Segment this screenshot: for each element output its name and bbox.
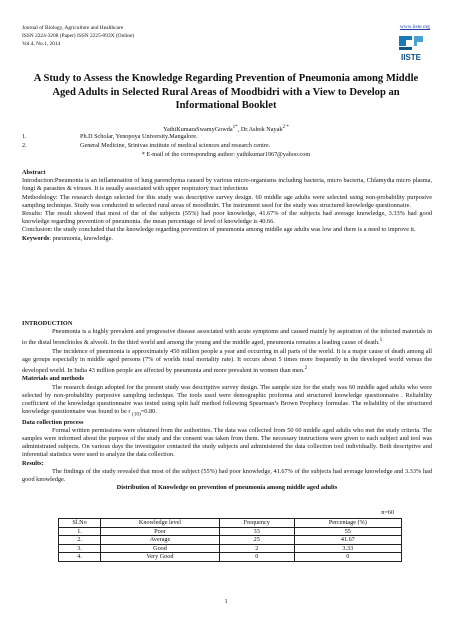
- intro-p2-ref: 2: [304, 365, 308, 372]
- body-section: [22, 320, 432, 493]
- table-cell: 0: [219, 553, 294, 562]
- corresponding-email: * E-mail of the corresponding author: yathikumar1967@yahoo.com: [141, 151, 311, 158]
- table-row: [59, 544, 402, 553]
- data-collection-heading: Data collection process: [22, 418, 84, 426]
- table-cell: 2.: [59, 536, 101, 545]
- abstract-introduction: Introduction:Pneumonia is an inflammation of lung parenchyma caused by various micro-organisms including bacteria, micro bacteria, Chlamydia micro plasma, fungi & parasites & viruses. It is usually associated with upper respiratory tract infections: [22, 177, 432, 193]
- introduction-paragraph-1: [22, 328, 432, 348]
- methods-text: The research design adopted for the present study was descriptive survey design. The sample size for the study was 60 middle aged adults who were selected by non-probability purposive sampling technique. The tools used were demographic proforma and structured knowledge questionnaire . Reliability coefficient of the knowledge questionnaire was tested using split half method following Spearman’s Brown Prophecy formulae. The reliability of the structured knowledge questionnaire was found to be r: [22, 383, 432, 416]
- author-1: YathiKumaraSwamyGowda: [163, 126, 233, 134]
- table-row: [59, 527, 402, 536]
- affiliation-2: [22, 142, 270, 149]
- journal-header: [22, 24, 134, 48]
- table-header-cell: Frequency: [219, 519, 294, 528]
- affiliation-number: 1.: [22, 133, 27, 140]
- intro-p2-text: The incidence of pneumonia is approximately 450 million people a year and occurring in all parts of the world. It is a major cause of death among all age groups especially in middle aged persons (7% of worlds total mortality rate). It occurs about 5 times more frequently in the developed world versus the developed world. In India 43 million people are affected by pneumonia and more prevalent in women than men.: [22, 347, 432, 375]
- keywords-label: Keywords: [22, 234, 50, 242]
- iiste-logo-graphic: [396, 34, 426, 62]
- affiliation-text: Ph.D Scholar, Yenopoya University.Mangalore.: [80, 133, 198, 140]
- sample-size-note: n=60: [381, 509, 394, 516]
- author-line: [0, 124, 452, 133]
- journal-url-link[interactable]: www.iiste.org: [399, 24, 430, 30]
- table-header-row: [59, 519, 402, 528]
- keywords-text: : pneumonia, knowledge.: [49, 234, 113, 242]
- intro-p1-ref: 1: [379, 337, 383, 344]
- methods-subscript: (10): [132, 411, 141, 418]
- table-cell: Poor: [101, 527, 220, 536]
- paper-title: A Study to Assess the Knowledge Regarding Prevention of Pneumonia among Middle Aged Adults in Selected Rural Areas of Moodbidri with a View to Develop an Informational Booklet: [33, 73, 419, 111]
- journal-volume: Vol.4, No.1, 2014: [22, 41, 61, 47]
- table-row: [59, 536, 402, 545]
- table-cell: 3.: [59, 544, 101, 553]
- table-cell: Good: [101, 544, 220, 553]
- affiliation-text: General Medicine, Srinivas institute of medical sciences and research centre.: [80, 142, 271, 149]
- table-header-cell: Sl.No: [59, 519, 101, 528]
- methods-tail: =0.80.: [140, 408, 157, 416]
- keywords-line: [22, 235, 432, 243]
- affiliation-number: 2.: [22, 142, 27, 149]
- table-cell: Very Good: [101, 553, 220, 562]
- table-cell: 25: [219, 536, 294, 545]
- abstract-section: [22, 169, 432, 243]
- affiliation-1: [22, 133, 198, 140]
- table-caption: Distribution of Knowledge on prevention of pneumonia among middle aged adults: [116, 484, 338, 492]
- table-cell: 55: [294, 527, 401, 536]
- table-cell: 41.67: [294, 536, 401, 545]
- logo-text: IISTE: [400, 53, 422, 62]
- data-collection-paragraph: Formal written permissions were obtained from the authorities. The data was collected from 50 60 middle aged adults who met the study criteria. The samples were informed about the purpose of the study and the consent was taken from them. The necessary instructions were given to each subject and tool was administrated subjects. On various days the investigator contacted the study subjects and administered the data collection tool individually. Both descriptive and inferential statistics were used to analyze the data collection.: [22, 426, 432, 459]
- results-heading: Results:: [22, 459, 44, 467]
- table-row: [59, 553, 402, 562]
- journal-name: Journal of Biology, Agriculture and Healthcare: [22, 25, 124, 31]
- introduction-paragraph-2: [22, 348, 432, 376]
- results-paragraph: The findings of the study revealed that most of the subject (55%) had poor knowledge, 41.67% of the subjects had average knowledge and 3.33% had good knowledge.: [22, 467, 432, 484]
- table-cell: 2: [219, 544, 294, 553]
- methods-paragraph: [22, 384, 432, 419]
- author-separator: ,: [237, 126, 241, 134]
- author-1-mark: 1*: [232, 124, 238, 130]
- author-2-mark: 2 *: [282, 124, 289, 130]
- table-cell: 0: [294, 553, 401, 562]
- table-cell: Average: [101, 536, 220, 545]
- abstract-heading: Abstract: [22, 169, 46, 176]
- table-header-cell: Knowledge level: [101, 519, 220, 528]
- knowledge-distribution-table: [58, 518, 402, 562]
- table-cell: 1.: [59, 527, 101, 536]
- table-cell: 4.: [59, 553, 101, 562]
- methods-heading: Materials and methods: [22, 375, 84, 383]
- journal-issn: ISSN 2224-3208 (Paper) ISSN 2225-093X (Online): [22, 33, 135, 39]
- introduction-heading: INTRODUCTION: [22, 320, 73, 327]
- table-header-cell: Percentage (%): [294, 519, 401, 528]
- table-cell: 3.33: [294, 544, 401, 553]
- iiste-logo: [396, 34, 426, 62]
- abstract-results: Results: The result showed that most of the of the subjects (55%) had poor knowledge, 41.67% of the subjects had average knowledge, 3.33% had good knowledge regarding prevention of pneumonia. the mean percentage of level of knowledge is 40.66.: [22, 210, 432, 226]
- author-2: Dr.Ashok Nayak: [240, 126, 283, 134]
- page-number: 1: [224, 598, 228, 605]
- table-cell: 33: [219, 527, 294, 536]
- intro-p1-text: Pneumonia is a highly prevalent and progressive disease associated with acute symptoms and caused mainly by aspiration of the infected materials in to the distal bronchioles & alveoli. In the third world and among the young and the middle aged, pneumonia remains a leading cause of death.: [22, 328, 432, 347]
- abstract-conclusion: Conclusion: the study concluded that the knowledge regarding prevention of pneumonia among middle age adults was low and there is a need to improve it.: [22, 226, 416, 234]
- abstract-methodology: Methodology: The research design selected for this study was descriptive survey design. 60 middle age adults were selected using non-probability purposive sampling technique. Study was conducted in selected rural areas of moodbidri. The instrument used for the study was structured knowledge questionnaire.: [22, 193, 432, 209]
